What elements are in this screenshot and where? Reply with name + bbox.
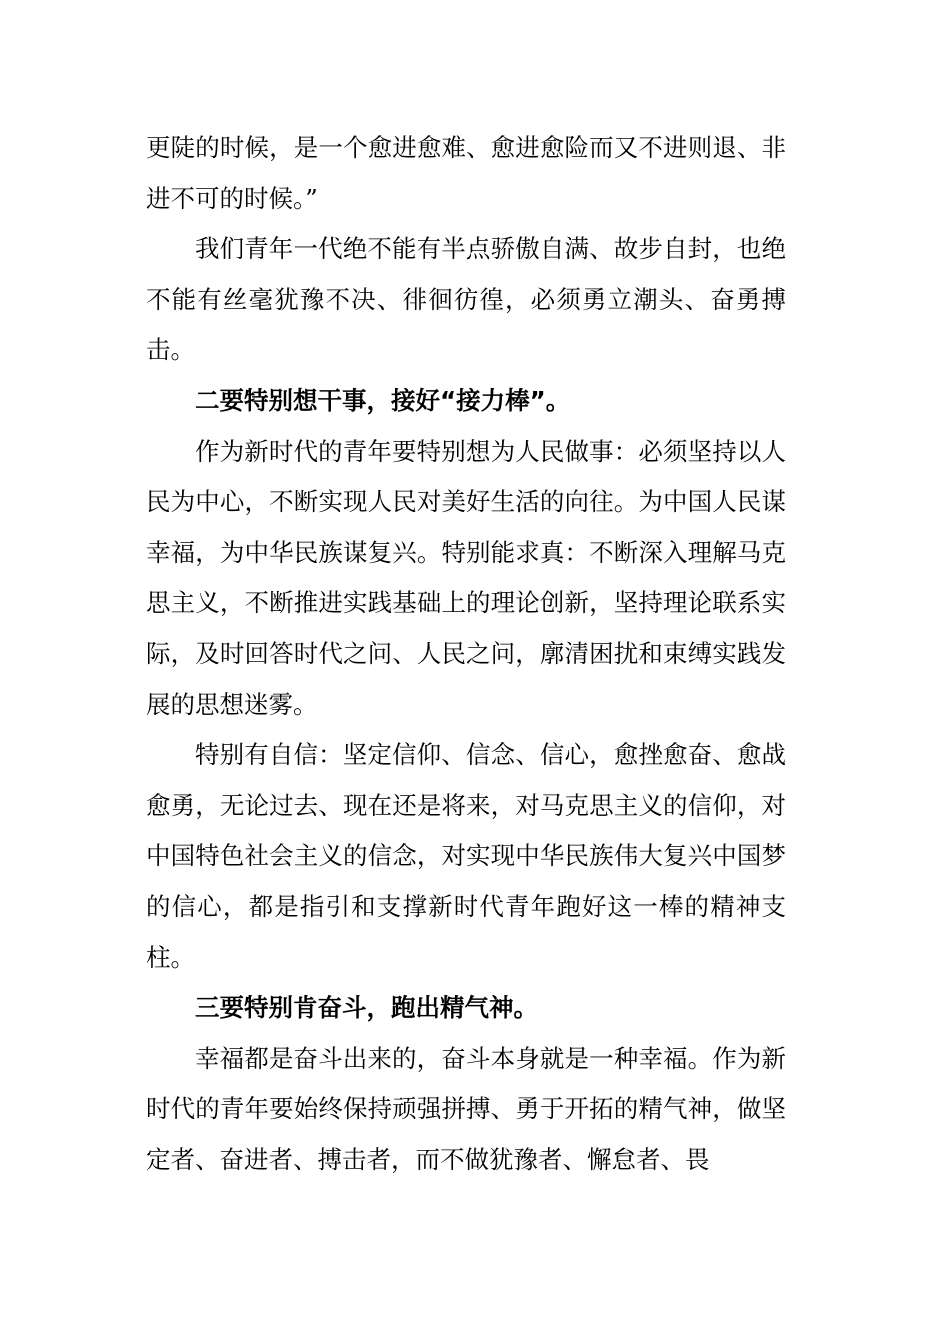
paragraph-struggle: 幸福都是奋斗出来的，奋斗本身就是一种幸福。作为新时代的青年要始终保持顽强拼搏、勇于开拓的精气神，做坚定者、奋进者、搏击者，而不做犹豫者、懈怠者、畏 xyxy=(146,1043,786,1174)
paragraph-youth-generation: 我们青年一代绝不能有半点骄傲自满、故步自封，也绝不能有丝毫犹豫不决、徘徊彷徨，必须勇立潮头、奋勇搏击。 xyxy=(146,234,786,365)
paragraph-continuation: 更陡的时候，是一个愈进愈难、愈进愈险而又不进则退、非进不可的时候。” xyxy=(146,133,786,213)
document-body xyxy=(146,123,786,1185)
paragraph-serve-people: 作为新时代的青年要特别想为人民做事：必须坚持以人民为中心，不断实现人民对美好生活的向往。为中国人民谋幸福，为中华民族谋复兴。特别能求真：不断深入理解马克思主义，不断推进实践基础上的理论创新，坚持理论联系实际，及时回答时代之问、人民之问，廓清困扰和束缚实践发展的思想迷雾。 xyxy=(146,436,786,719)
section-heading-two: 二要特别想干事，接好“接力棒”。 xyxy=(195,385,571,415)
section-heading-three: 三要特别肯奋斗，跑出精气神。 xyxy=(195,993,538,1023)
paragraph-confidence: 特别有自信：坚定信仰、信念、信心，愈挫愈奋、愈战愈勇，无论过去、现在还是将来，对马克思主义的信仰，对中国特色社会主义的信念，对实现中华民族伟大复兴中国梦的信心，都是指引和支撑新时代青年跑好这一棒的精神支柱。 xyxy=(146,740,786,972)
